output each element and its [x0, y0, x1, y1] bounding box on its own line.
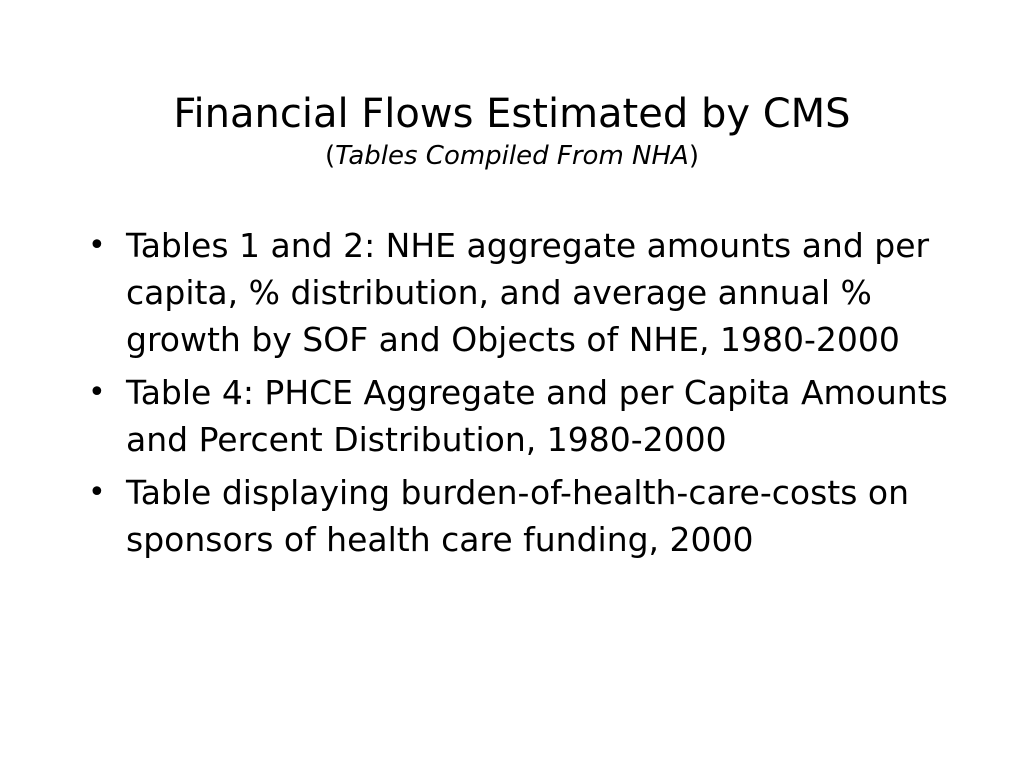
subtitle-open-paren: ( [325, 141, 336, 171]
subtitle-close-paren: ) [688, 141, 699, 171]
bullet-text: Tables 1 and 2: NHE aggregate amounts and per capita, % distribution, and average annual % growth by SOF and Objects of NHE, 1980-2000 [126, 226, 930, 359]
slide-subtitle [0, 140, 1024, 172]
title-block [0, 88, 1024, 172]
bullet-list [88, 222, 968, 569]
bullet-item-3 [88, 469, 968, 563]
bullet-text: Table 4: PHCE Aggregate and per Capita Amounts and Percent Distribution, 1980-2000 [126, 373, 948, 459]
subtitle-text: Tables Compiled From NHA [335, 141, 689, 171]
bullet-dot-icon: • [88, 375, 106, 410]
bullet-item-1 [88, 222, 968, 363]
bullet-dot-icon: • [88, 228, 106, 263]
slide-title: Financial Flows Estimated by CMS [173, 91, 851, 137]
bullet-text: Table displaying burden-of-health-care-costs on sponsors of health care funding, 2000 [126, 473, 910, 559]
bullet-dot-icon: • [88, 475, 106, 510]
bullet-item-2 [88, 369, 968, 463]
